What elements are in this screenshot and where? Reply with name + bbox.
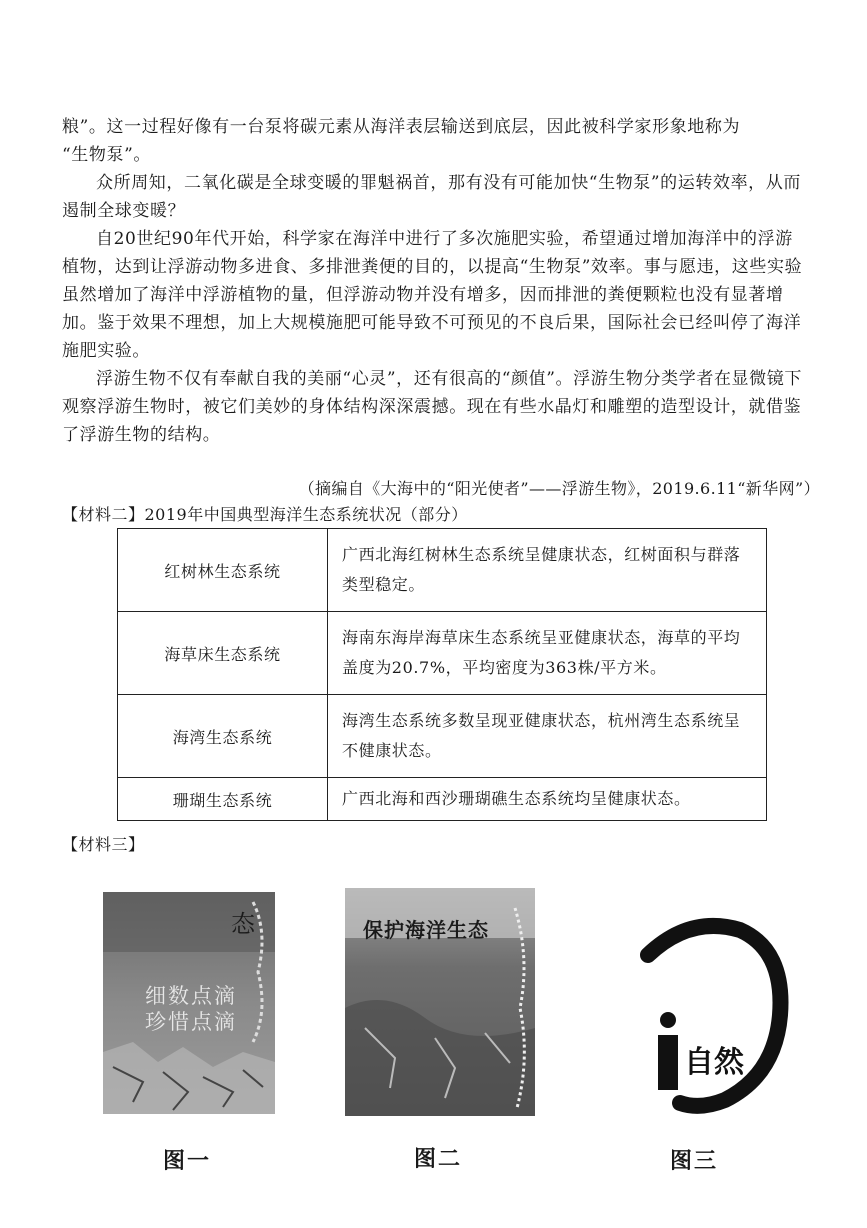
figure-3-logo <box>620 905 790 1120</box>
figure-2-poster <box>345 888 535 1116</box>
logo-3-art <box>620 905 790 1120</box>
table-cell-name: 珊瑚生态系统 <box>118 778 328 821</box>
passage-paragraph-4: 浮游生物不仅有奉献自我的美丽“心灵”，还有很高的“颜值”。浮游生物分类学者在显微镜下观察浮游生物时，被它们美妙的身体结构深深震撼。现在有些水晶灯和雕塑的造型设计，就借鉴了浮游生物的结构。 <box>62 369 802 445</box>
table-row <box>118 778 767 821</box>
passage-block <box>62 113 810 449</box>
poster-1-corner-char: 态 <box>231 910 255 938</box>
logo-3-text: 自然 <box>684 1045 744 1080</box>
table-cell-desc: 海湾生态系统多数呈现亚健康状态，杭州湾生态系统呈不健康状态。 <box>328 695 767 778</box>
passage-paragraph-2: 众所周知，二氧化碳是全球变暖的罪魁祸首，那有没有可能加快“生物泵”的运转效率，从而遏制全球变暖？ <box>62 173 801 221</box>
table-row <box>118 529 767 612</box>
figure-2-caption: 图二 <box>414 1147 463 1172</box>
passage-source: （摘编自《大海中的“阳光使者”——浮游生物》，2019.6.11“新华网”） <box>298 479 820 498</box>
poster-1-line-1: 细数点滴 <box>145 984 237 1008</box>
table-cell-desc: 广西北海红树林生态系统呈健康状态，红树面积与群落类型稳定。 <box>328 529 767 612</box>
figure-1-caption: 图一 <box>163 1149 212 1174</box>
passage-line-1: 粮”。这一过程好像有一台泵将碳元素从海洋表层输送到底层，因此被科学家形象地称为 <box>62 117 741 137</box>
ecosystem-table <box>117 528 767 821</box>
material-3-title: 【材料三】 <box>62 835 145 854</box>
table-cell-name: 海湾生态系统 <box>118 695 328 778</box>
table-row <box>118 612 767 695</box>
figure-3-caption: 图三 <box>670 1149 719 1174</box>
poster-1-line-2: 珍惜点滴 <box>145 1010 237 1034</box>
poster-2-title: 保护海洋生态 <box>363 918 489 942</box>
table-cell-desc: 广西北海和西沙珊瑚礁生态系统均呈健康状态。 <box>328 778 767 821</box>
passage-line-2: “生物泵”。 <box>62 145 151 165</box>
table-cell-desc: 海南东海岸海草床生态系统呈亚健康状态，海草的平均盖度为20.7%，平均密度为363株/平方米。 <box>328 612 767 695</box>
passage-paragraph-3: 自20世纪90年代开始，科学家在海洋中进行了多次施肥实验，希望通过增加海洋中的浮游植物，达到让浮游动物多进食、多排泄粪便的目的，以提高“生物泵”效率。事与愿违，这些实验虽然增加了海洋中浮游植物的量，但浮游动物并没有增多，因而排泄的粪便颗粒也没有显著增加。鉴于效果不理想，加上大规模施肥可能导致不可预见的不良后果，国际社会已经叫停了海洋施肥实验。 <box>62 229 803 361</box>
figure-1-poster <box>103 892 275 1114</box>
table-row <box>118 695 767 778</box>
table-cell-name: 海草床生态系统 <box>118 612 328 695</box>
material-2-title: 【材料二】2019年中国典型海洋生态系统状况（部分） <box>62 505 468 524</box>
table-cell-name: 红树林生态系统 <box>118 529 328 612</box>
